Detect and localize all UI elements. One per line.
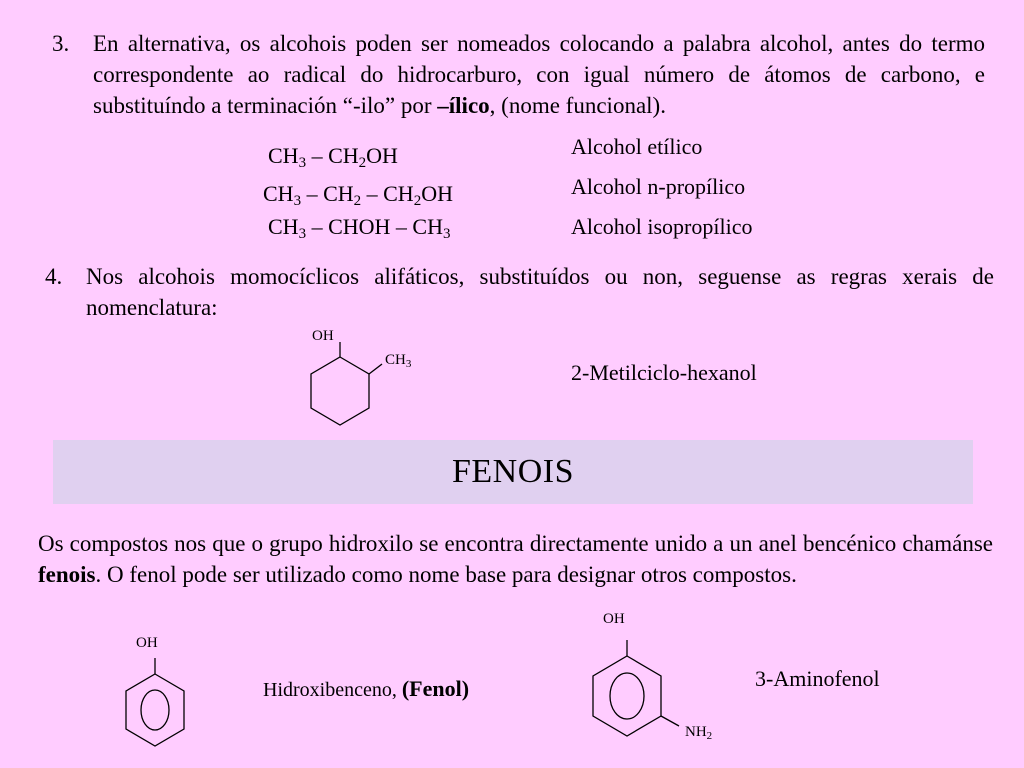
item-4-paragraph: Nos alcohois momocíclicos alifáticos, substituídos ou non, seguense as regras xerais de nomenclatura: [86,264,994,320]
methylcyclohexanol-oh-label: OH [312,328,334,344]
methylcyclohexanol-name: 2-Metilciclo-hexanol [571,360,757,385]
aminophenol-name: 3-Aminofenol [755,666,880,691]
aminophenol-oh-label: OH [603,611,625,627]
nh2-bond [661,716,679,726]
formula-isopropanol: $CH_3$ – CHOH – $CH_3$ [268,214,451,242]
methylcyclohexanol-structure [300,340,390,440]
fenois-banner [53,440,973,504]
cyclohexane-ring [311,357,369,425]
aminophenol-structure [590,630,700,740]
name-propanol: Alcohol n-propílico [571,174,746,199]
benzene-ring [126,674,184,746]
aromatic-circle [610,673,644,719]
methylcyclohexanol-ch3-label: $CH_3$ [385,352,412,370]
item-3-emphasis: –ílico [437,93,490,118]
phenol-name: Hidroxibenceno, (Fenol) [263,676,470,701]
aminophenol-nh2-label: $NH_2$ [685,724,713,742]
item-3-paragraph [93,28,985,121]
item-4-number: 4. [45,264,63,289]
formula-ethanol: $CH_3 - CH_2OH$ [268,143,398,171]
fenois-title: FENOIS [451,453,575,490]
item-3-number: 3. [52,31,70,56]
item-3-text-after: , (nome funcional). [489,93,666,118]
aromatic-circle [141,690,169,730]
phenols-paragraph: Os compostos nos que o grupo hidroxilo se encontra directamente unido a un anel bencénico chamánse fenois. O fenol pode ser utilizado como nome base para designar otros compostos. [38,531,993,587]
formula-propanol: $CH_3 - CH_2 - CH_2OH$ [263,181,453,209]
phenol-oh-label: OH [136,635,158,651]
phenol-structure [120,650,200,750]
name-isopropanol: Alcohol isopropílico [571,214,753,239]
phenols-emphasis: fenois [38,562,96,587]
ch3-bond [369,364,382,374]
item-3-text-before: En alternativa, os alcohois poden ser nomeados colocando a palabra alcohol, antes do termo correspondente ao radical do hidrocarburo, con igual número de átomos de carbono, e substituíndo a terminación “-ilo” por [93,31,985,118]
benzene-ring [593,656,661,736]
name-ethanol: Alcohol etílico [571,134,703,159]
